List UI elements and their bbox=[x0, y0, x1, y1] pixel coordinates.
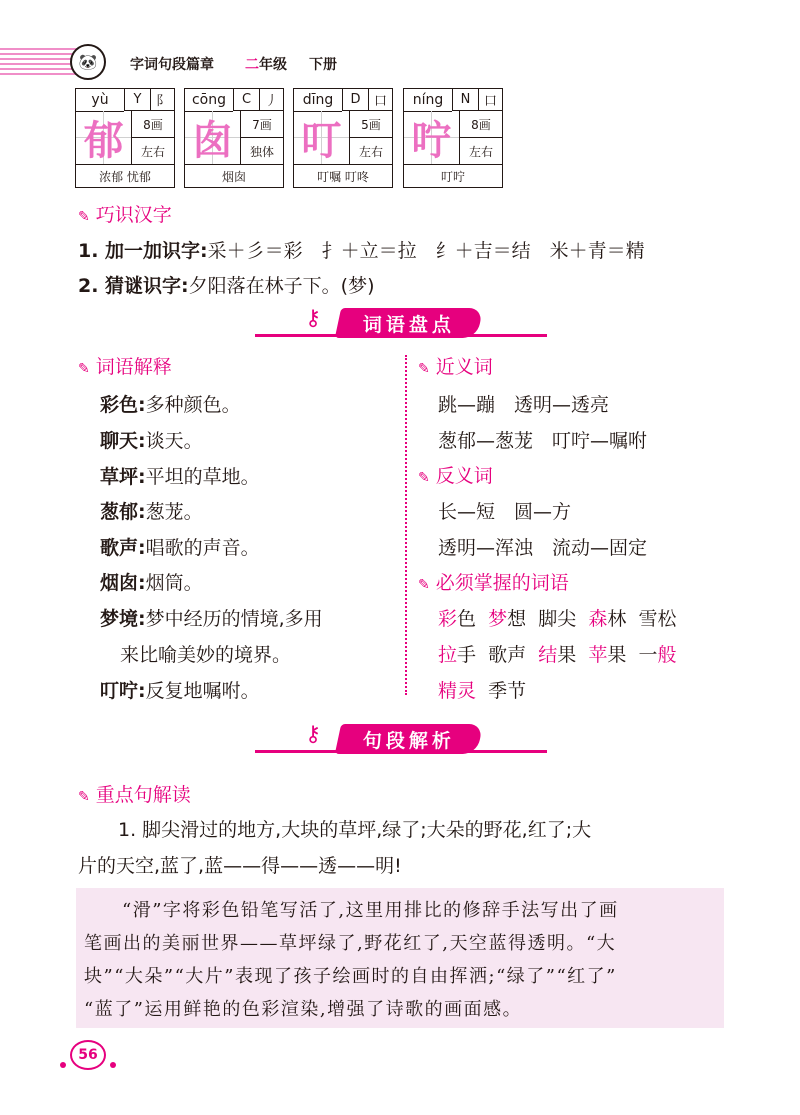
header-book-title: 字词句段篇章 bbox=[130, 57, 214, 73]
pencil-icon: ✎ bbox=[78, 209, 90, 225]
big-character: 囱 bbox=[185, 111, 241, 165]
explain-item: 聊天:谈天。 bbox=[100, 430, 203, 452]
must-word: 精灵 bbox=[438, 680, 477, 702]
explain-item: 叮咛:反复地嘱咐。 bbox=[100, 680, 260, 702]
decor-dot bbox=[110, 1062, 116, 1068]
key-icon: ⚷ bbox=[305, 306, 322, 331]
synonym-line: 葱郁—葱茏 叮咛—嘱咐 bbox=[438, 430, 648, 452]
explain-item: 彩色:多种颜色。 bbox=[100, 394, 241, 416]
char-card bbox=[184, 88, 284, 188]
pinyin: níng bbox=[404, 89, 452, 112]
structure: 左右 bbox=[460, 138, 502, 165]
analysis-line: 笔画出的美丽世界——草坪绿了,野花红了,天空蓝得透明。“大 bbox=[84, 933, 617, 954]
must-know-row bbox=[438, 604, 677, 631]
explain-item: 葱郁:葱茏。 bbox=[100, 501, 203, 523]
qiaoshi-line-2: 2. 猜谜识字:夕阳落在林子下。(梦) bbox=[78, 275, 375, 297]
header-volume: 下册 bbox=[309, 57, 337, 73]
pencil-icon: ✎ bbox=[78, 789, 90, 805]
big-character: 叮 bbox=[294, 111, 350, 165]
must-word: 歌声 bbox=[488, 644, 527, 666]
pencil-icon: ✎ bbox=[418, 577, 430, 593]
radical: 口 bbox=[368, 89, 392, 111]
pinyin: yù bbox=[76, 89, 124, 112]
big-character: 咛 bbox=[404, 111, 460, 165]
must-word: 森林 bbox=[588, 608, 627, 630]
panda-mascot-icon: 🐼 bbox=[70, 44, 106, 80]
radical: 阝 bbox=[150, 89, 174, 111]
explain-item: 草坪:平坦的草地。 bbox=[100, 466, 260, 488]
index-letter: Y bbox=[124, 89, 150, 111]
antonym-line: 长—短 圆—方 bbox=[438, 501, 572, 523]
pinyin: dīng bbox=[294, 89, 342, 112]
big-character: 郁 bbox=[76, 111, 132, 165]
must-know-row bbox=[438, 640, 677, 667]
pencil-icon: ✎ bbox=[418, 470, 430, 486]
explain-item-continued: 来比喻美妙的境界。 bbox=[120, 644, 292, 666]
analysis-line: “蓝了”运用鲜艳的色彩渲染,增强了诗歌的画面感。 bbox=[84, 999, 523, 1020]
must-word: 结果 bbox=[538, 644, 577, 666]
decor-dot bbox=[60, 1062, 66, 1068]
stroke-count: 8画 bbox=[460, 111, 502, 138]
column-divider bbox=[405, 355, 407, 695]
must-word: 一般 bbox=[638, 644, 677, 666]
char-card bbox=[75, 88, 175, 188]
section-heading-antonyms: ✎ 反义词 bbox=[418, 465, 493, 487]
header-grade: 二年级 bbox=[245, 57, 287, 73]
analysis-line: 块”“大朵”“大片”表现了孩子绘画时的自由挥洒;“绿了”“红了” bbox=[84, 966, 617, 987]
section-heading-explain: ✎ 词语解释 bbox=[78, 356, 172, 378]
index-letter: N bbox=[452, 89, 478, 111]
pencil-icon: ✎ bbox=[418, 361, 430, 377]
stroke-count: 8画 bbox=[132, 111, 174, 138]
must-word: 彩色 bbox=[438, 608, 477, 630]
structure: 独体 bbox=[241, 138, 283, 165]
pencil-icon: ✎ bbox=[78, 361, 90, 377]
synonym-line: 跳—蹦 透明—透亮 bbox=[438, 394, 610, 416]
example-words: 烟囱 bbox=[221, 169, 246, 184]
section-heading-analysis: ✎ 重点句解读 bbox=[78, 784, 191, 806]
radical: 丿 bbox=[259, 89, 283, 111]
must-word: 拉手 bbox=[438, 644, 477, 666]
explain-item: 烟囱:烟筒。 bbox=[100, 572, 203, 594]
structure: 左右 bbox=[350, 138, 392, 165]
index-letter: D bbox=[342, 89, 368, 111]
example-words: 叮嘱 叮咚 bbox=[317, 169, 369, 184]
explain-item: 歌声:唱歌的声音。 bbox=[100, 537, 260, 559]
must-know-row bbox=[438, 676, 526, 703]
example-words: 叮咛 bbox=[440, 169, 465, 184]
stroke-count: 5画 bbox=[350, 111, 392, 138]
section-banner-juduan: 句段解析 bbox=[335, 724, 483, 754]
antonym-line: 透明—浑浊 流动—固定 bbox=[438, 537, 648, 559]
section-heading-must-know: ✎ 必须掌握的词语 bbox=[418, 572, 569, 594]
section-heading-synonyms: ✎ 近义词 bbox=[418, 356, 493, 378]
must-word: 季节 bbox=[488, 680, 527, 702]
must-word: 脚尖 bbox=[538, 608, 577, 630]
index-letter: C bbox=[233, 89, 259, 111]
must-word: 雪松 bbox=[638, 608, 677, 630]
section-heading-qiaoshi: ✎ 巧识汉字 bbox=[78, 204, 172, 226]
section-banner-ciyu: 词语盘点 bbox=[335, 308, 483, 338]
must-word: 梦想 bbox=[488, 608, 527, 630]
char-card bbox=[293, 88, 393, 188]
analysis-box bbox=[76, 888, 724, 1028]
must-word: 苹果 bbox=[588, 644, 627, 666]
char-card bbox=[403, 88, 503, 188]
explain-item: 梦境:梦中经历的情境,多用 bbox=[100, 608, 323, 630]
structure: 左右 bbox=[132, 138, 174, 165]
pinyin: cōng bbox=[185, 89, 233, 112]
qiaoshi-line-1: 1. 加一加识字:采＋彡＝彩 扌＋立＝拉 纟＋吉＝结 米＋青＝精 bbox=[78, 240, 645, 262]
key-icon: ⚷ bbox=[305, 722, 322, 747]
radical: 口 bbox=[478, 89, 502, 111]
key-sentence-line-1: 1. 脚尖滑过的地方,大块的草坪,绿了;大朵的野花,红了;大 bbox=[118, 819, 592, 841]
page-number: 56 bbox=[70, 1040, 106, 1070]
stroke-count: 7画 bbox=[241, 111, 283, 138]
analysis-line: “滑”字将彩色铅笔写活了,这里用排比的修辞手法写出了画 bbox=[122, 900, 619, 921]
example-words: 浓郁 忧郁 bbox=[99, 169, 151, 184]
key-sentence-line-2: 片的天空,蓝了,蓝——得——透——明! bbox=[78, 855, 402, 877]
